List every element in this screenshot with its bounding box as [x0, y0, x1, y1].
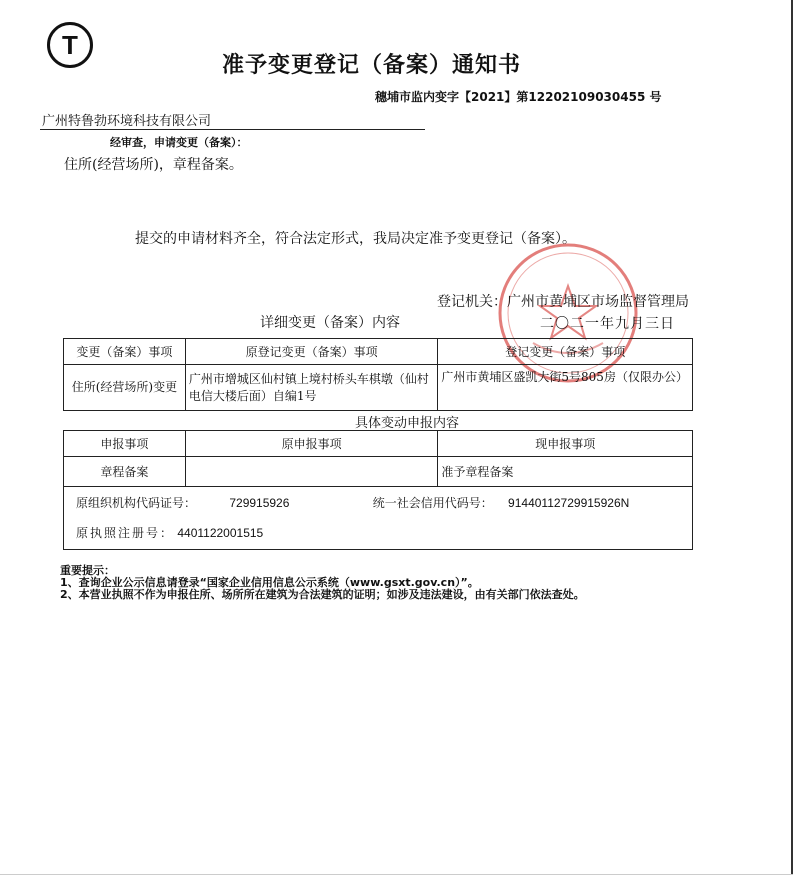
change-table-header	[64, 339, 693, 365]
important-notes	[60, 565, 585, 601]
column-header: 原申报事项	[185, 431, 438, 457]
new-declare-cell: 准予章程备案	[438, 457, 693, 487]
reg-no-label: 原执照注册号：	[76, 526, 175, 540]
column-header: 原登记变更（备案）事项	[185, 339, 438, 365]
declare-table-header	[64, 431, 693, 457]
change-items-text: 住所(经营场所)，章程备案。	[64, 157, 243, 173]
document-title: 准予变更登记（备案）通知书	[222, 52, 522, 78]
original-value-cell: 广州市增城区仙村镇上境村桥头车棋墩（仙村电信大楼后面）自编1号	[185, 365, 438, 411]
column-header: 变更（备案）事项	[64, 339, 186, 365]
table-row	[64, 457, 693, 487]
code-info-cell	[64, 487, 693, 550]
document-number: 穗埔市监内变字【2021】第12202109030455 号	[375, 90, 662, 104]
issue-date: 二〇二一年九月三日	[540, 316, 675, 332]
column-header: 现申报事项	[438, 431, 693, 457]
credit-code-label: 统一社会信用代码号：	[372, 496, 493, 510]
org-code-label: 原组织机构代码证号：	[76, 496, 197, 510]
reg-no-value: 4401122001515	[177, 526, 264, 540]
change-item-cell: 住所(经营场所)变更	[64, 365, 186, 411]
notes-title: 重要提示：	[60, 564, 115, 577]
company-name: 广州特鲁勃环境科技有限公司	[42, 114, 212, 129]
change-table	[63, 338, 693, 411]
note-item: 1、查询企业公示信息请登录“国家企业信用信息公示系统（www.gsxt.gov.cn）”。	[60, 576, 479, 589]
reviewed-text: 经审查，申请变更（备案）：	[110, 136, 248, 149]
original-declare-cell	[185, 457, 438, 487]
new-value-cell: 广州市黄埔区盛凯大街5号805房（仅限办公）	[438, 365, 693, 411]
declare-item-cell: 章程备案	[64, 457, 186, 487]
credit-code-value: 91440112729915926N	[508, 496, 630, 510]
note-item: 2、本营业执照不作为申报住所、场所所在建筑为合法建筑的证明；如涉及违法建设，由有关部门依法查处。	[60, 588, 585, 601]
declare-section-title: 具体变动申报内容	[355, 416, 460, 431]
declare-table	[63, 430, 693, 550]
registration-authority: 登记机关：广州市黄埔区市场监督管理局	[437, 294, 689, 310]
column-header: 申报事项	[64, 431, 186, 457]
company-underline	[40, 129, 425, 130]
decision-text: 提交的申请材料齐全，符合法定形式，我局决定准予变更登记（备案）。	[135, 231, 576, 247]
org-code-value: 729915926	[229, 496, 290, 510]
t-mark-icon: T	[47, 22, 93, 68]
detail-section-title: 详细变更（备案）内容	[260, 315, 400, 331]
table-row	[64, 365, 693, 411]
column-header: 登记变更（备案）事项	[438, 339, 693, 365]
code-info-row	[64, 487, 693, 550]
